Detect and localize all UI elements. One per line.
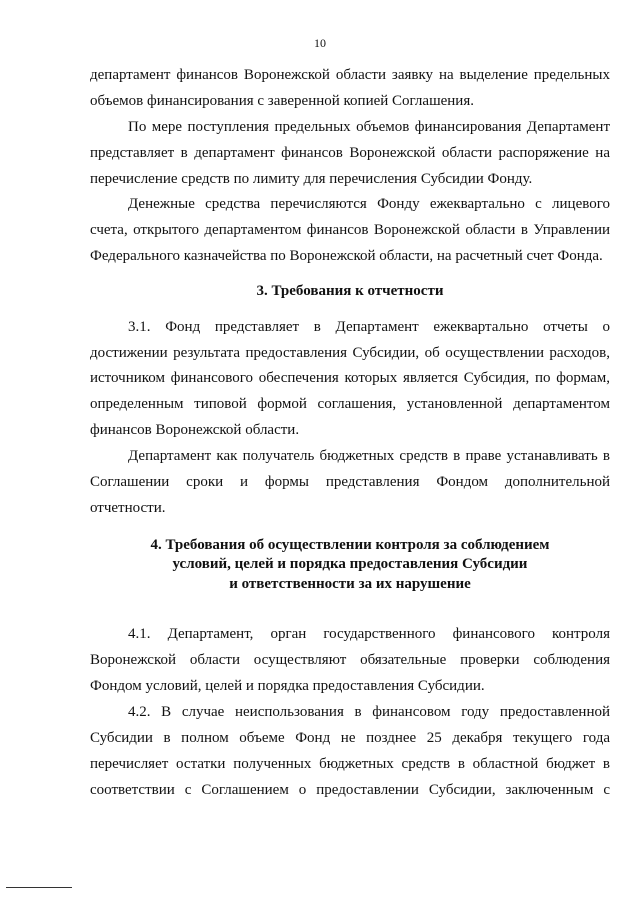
section-4-heading (90, 536, 610, 595)
heading-line: условий, целей и порядка предоставления Субсидии (172, 556, 528, 573)
scan-edge-line (6, 887, 72, 888)
text-line: определенным типовой формой соглашения, установленной департаментом (90, 396, 610, 413)
heading-line: 4. Требования об осуществлении контроля за соблюдением (150, 536, 550, 553)
text-line: Соглашении сроки и формы представления Фондом дополнительной (90, 473, 610, 490)
text-line: По мере поступления предельных объемов финансирования Департамент (128, 118, 610, 135)
paragraph-3-1 (90, 315, 610, 444)
text-line: соответствии с Соглашением о предоставлении Субсидии, заключенным с (90, 781, 610, 798)
text-line: Денежные средства перечисляются Фонду ежеквартально с лицевого (128, 196, 610, 213)
text-line: Субсидии в полном объеме Фонд не позднее 25 декабря текущего года (90, 729, 610, 746)
paragraph-3-2 (90, 444, 610, 522)
text-line: финансов Воронежской области. (90, 422, 300, 439)
heading-line: 3. Требования к отчетности (256, 283, 444, 300)
text-line: представляет в департамент финансов Воронежской области распоряжение на (90, 144, 610, 161)
text-line: Федерального казначейства по Воронежской области, на расчетный счет Фонда. (90, 248, 603, 265)
text-line: Фондом условий, целей и порядка предоставления Субсидии. (90, 678, 485, 695)
paragraph-4-2 (90, 700, 610, 804)
text-line: 4.1. Департамент, орган государственного финансового контроля (128, 626, 610, 643)
text-line: департамент финансов Воронежской области заявку на выделение предельных (90, 67, 610, 83)
text-line: достижении результата предоставления Субсидии, об осуществлении расходов, (90, 344, 610, 361)
text-line: источником финансового обеспечения которых является Субсидия, по формам, (90, 370, 610, 387)
text-line: Департамент как получатель бюджетных средств в праве устанавливать в (128, 448, 610, 465)
text-line: 4.2. В случае неиспользования в финансовом году предоставленной (128, 703, 610, 720)
text-line: перечисляет остатки полученных бюджетных средств в областной бюджет в (90, 755, 610, 772)
document-body (90, 63, 610, 803)
paragraph-4-1 (90, 622, 610, 700)
text-line: отчетности. (90, 499, 166, 516)
paragraph-application (90, 63, 610, 115)
text-line: 3.1. Фонд представляет в Департамент ежеквартально отчеты о (128, 318, 610, 335)
text-line: счета, открытого департаментом финансов Воронежской области в Управлении (90, 222, 610, 239)
heading-line: и ответственности за их нарушение (229, 575, 471, 592)
text-line: объемов финансирования с заверенной копией Соглашения. (90, 92, 474, 109)
text-line: Воронежской области осуществляют обязательные проверки соблюдения (90, 652, 610, 669)
text-line: перечисление средств по лимиту для перечисления Субсидии Фонду. (90, 170, 533, 187)
paragraph-transfer (90, 192, 610, 270)
page-number: 10 (314, 36, 326, 50)
section-3-heading (90, 282, 610, 302)
paragraph-funding-limits (90, 115, 610, 193)
